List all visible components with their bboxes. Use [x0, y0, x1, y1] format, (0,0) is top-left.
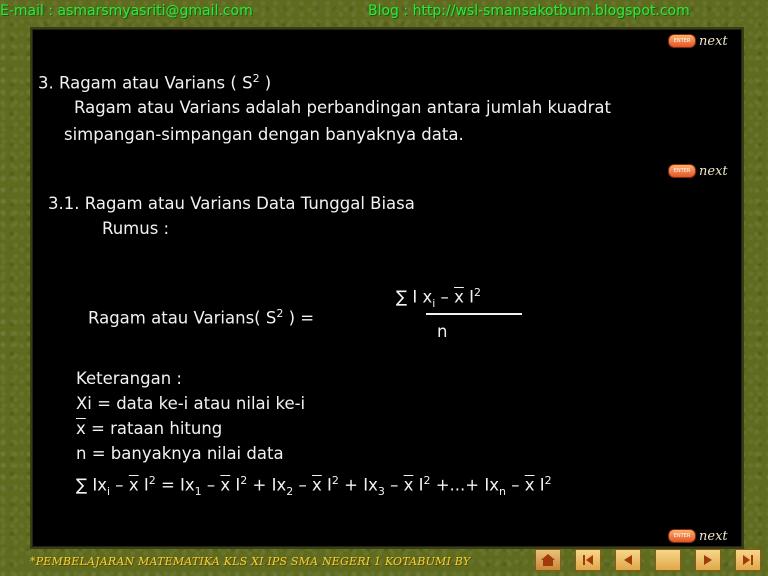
subsection-title: 3.1. Ragam atau Varians Data Tunggal Biasa	[48, 194, 415, 213]
slide-header	[0, 0, 768, 26]
section-heading: 3. Ragam atau Varians ( $S^2$ )	[38, 72, 272, 93]
formula-numerator: ∑ I $x_i - \overline{x}$ $I^2$	[396, 286, 481, 310]
footer-text: *PEMBELAJARAN MATEMATIKA KLS XI IPS SMA NEGERI 1 KOTABUMI BY	[30, 555, 471, 568]
keterangan-title: Keterangan :	[76, 369, 182, 388]
enter-pill-icon: ENTER	[668, 529, 696, 543]
home-icon	[540, 553, 556, 567]
variance-expansion: ∑ $Ix_i - \overline{x}$ $I^2 = Ix_1 - \overline{x}$ $I^2 + Ix_2 - \overline{x}$ $I^2 + Ix_3 - \overline{x}$ $I^2$ +...+ $Ix_n - \overline{x}$ $I^2$	[76, 474, 552, 498]
email-text: E-mail : asmarsmyasriti@gmail.com	[0, 3, 253, 19]
next-slide-button[interactable]	[695, 549, 721, 571]
first-slide-button[interactable]	[575, 549, 601, 571]
next-label: next	[699, 163, 728, 179]
fraction-bar	[426, 313, 522, 315]
blank-button[interactable]	[655, 549, 681, 571]
next-button-bottom[interactable]	[668, 528, 728, 544]
definition-line-1: Ragam atau Varians adalah perbandingan antara jumlah kuadrat	[74, 98, 612, 117]
next-label: next	[699, 33, 728, 49]
prev-icon	[620, 554, 636, 566]
formula-denominator: n	[437, 322, 448, 341]
home-button[interactable]	[535, 549, 561, 571]
slide-footer	[0, 548, 768, 576]
next-icon	[700, 554, 716, 566]
keterangan-n: n = banyaknya nilai data	[76, 444, 284, 463]
last-slide-button[interactable]	[735, 549, 761, 571]
rumus-label: Rumus :	[102, 219, 170, 238]
definition-line-2: simpangan-simpangan dengan banyaknya data.	[64, 125, 464, 144]
enter-pill-icon: ENTER	[668, 164, 696, 178]
next-label: next	[699, 528, 728, 544]
last-icon	[740, 554, 756, 566]
next-button-middle[interactable]	[668, 163, 728, 179]
enter-pill-icon: ENTER	[668, 34, 696, 48]
prev-slide-button[interactable]	[615, 549, 641, 571]
next-button-top[interactable]	[668, 33, 728, 49]
formula-lhs: Ragam atau Varians( $S^2$ ) =	[88, 307, 315, 328]
first-icon	[580, 554, 596, 566]
blog-link[interactable]: Blog : http://wsl-smansakotbum.blogspot.com	[368, 3, 690, 19]
keterangan-xbar: $\overline{x}$ = rataan hitung	[76, 419, 223, 438]
keterangan-xi: Xi = data ke-i atau nilai ke-i	[76, 394, 306, 413]
